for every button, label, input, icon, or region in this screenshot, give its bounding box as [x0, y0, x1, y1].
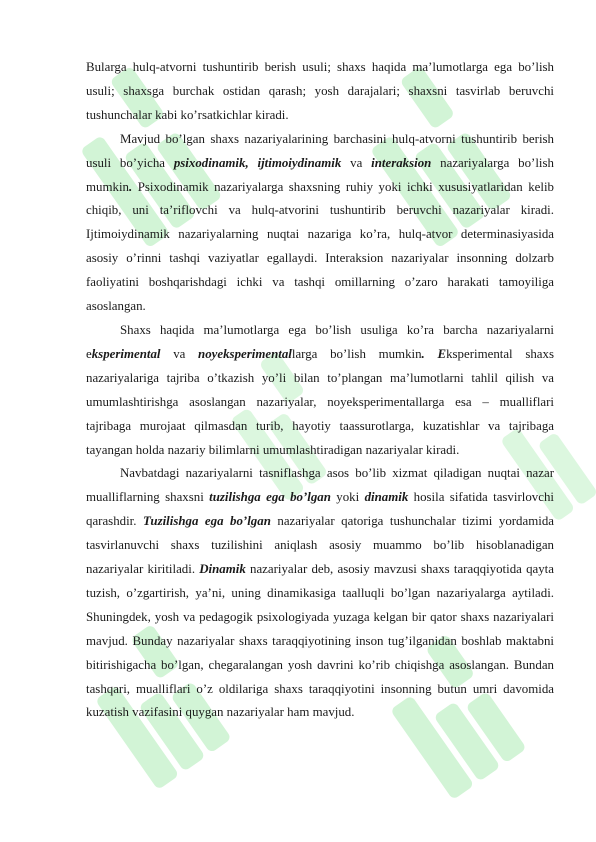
paragraph-2: Mavjud bo’lgan shaxs nazariyalarining barchasini hulq-atvorni tushuntirib berish usuli bo’yicha psixodinamik, ijtimoiydinamik va interaksion nazariyalarga bo’lish mumkin. Psixodinamik nazariyalarga shaxsning ruhiy yoki ichki xususiyatlaridan kelib chiqib, uni ta’riflovchi va hulq-atvorini tushuntirib beruvchi nazariyalar kiradi. Ijtimoiydinamik nazariyalarning nuqtai nazariga ko’ra, hulq-atvor determinasiyasida asosiy o’rinni tashqi vaziyatlar egallaydi. Interaksion nazariyalar insonning dolzarb faoliyatini boshqarishdagi ichki va tashqi omillarning o’zaro harakati tamoyiliga asoslangan.	[86, 131, 554, 314]
term-psixodinamik: psixodinamik, ijtimoiydinamik	[173, 155, 342, 170]
paragraph-1: Bularga hulq-atvorni tushuntirib berish usuli; shaxs haqida ma’lumotlarga ega bo’lish usuli; shaxsga burchak ostidan qarash; yosh darajalari; shaxsni tasvirlab beruvchi tushunchalar kabi ko’rsatkichlar kiradi.	[86, 60, 554, 122]
paragraph-4: Navbatdagi nazariyalarni tasniflashga asos bo’lib xizmat qiladigan nuqtai nazar mualliflarning shaxsni tuzilishga ega bo’lgan yoki dinamik hosila sifatida tasvirlovchi qarashdir. Tuzilishga ega bo’lgan nazariyalar qatoriga tushunchalar tizimi yordamida tasvirlanuvchi shaxs tuzilishini aniqlash asosiy muammo bo’lib hisoblanadigan nazariyalar kiritiladi. Dinamik nazariyalar deb, asosiy mavzusi shaxs taraqqiyotida qayta tuzish, o’zgartirish, ya’ni, uning dinamikasiga taalluqli bo’lgan nazariyalarga aytiladi. Shuningdek, yosh va pedagogik psixologiyada yuzaga kelgan bir qator shaxs nazariyalari mavjud. Bunday nazariyalar shaxs taraqqiyotining inson tug’ilganidan boshlab maktabni bitirishigacha bo’lgan, chegaralangan yosh davrini ko’rib chiqishga asoslangan. Bundan tashqari, mualliflari o’z oldilariga shaxs taraqqiyotini insonning butun umri davomida kuzatish vazifasini quygan nazariyalar ham mavjud.	[86, 466, 554, 720]
term-interaksion: interaksion	[371, 155, 432, 170]
term-dinamik: dinamik	[364, 490, 409, 505]
term-noyeksperimental: noyeksperimental	[198, 346, 292, 361]
term-eksperimental: ksperimental	[91, 346, 161, 361]
term-tuzilishga-ega-2: Tuzilishga ega bo’lgan	[143, 514, 271, 529]
paragraph-3: Shaxs haqida ma’lumotlarga ega bo’lish usuliga ko’ra barcha nazariyalarni eksperimental va noyeksperimentallarga bo’lish mumkin. Eksperimental shaxs nazariyalariga tajriba o’tkazish yo’li bilan to’plangan ma’lumotlarni tahlil qilish va umumlashtirishga asoslangan nazariyalar, noyeksperimentallarga esa – mualliflari tajribaga murojaat qilmasdan turib, hayotiy taassurotlarga, kuzatishlar va tajribaga tayangan holda nazariy bilimlarni umumlashtiradigan nazariyalar kiradi.	[86, 322, 554, 457]
document-body	[86, 56, 554, 725]
term-dinamik-2: Dinamik	[199, 562, 246, 577]
term-tuzilishga-ega: tuzilishga ega bo’lgan	[209, 490, 331, 505]
